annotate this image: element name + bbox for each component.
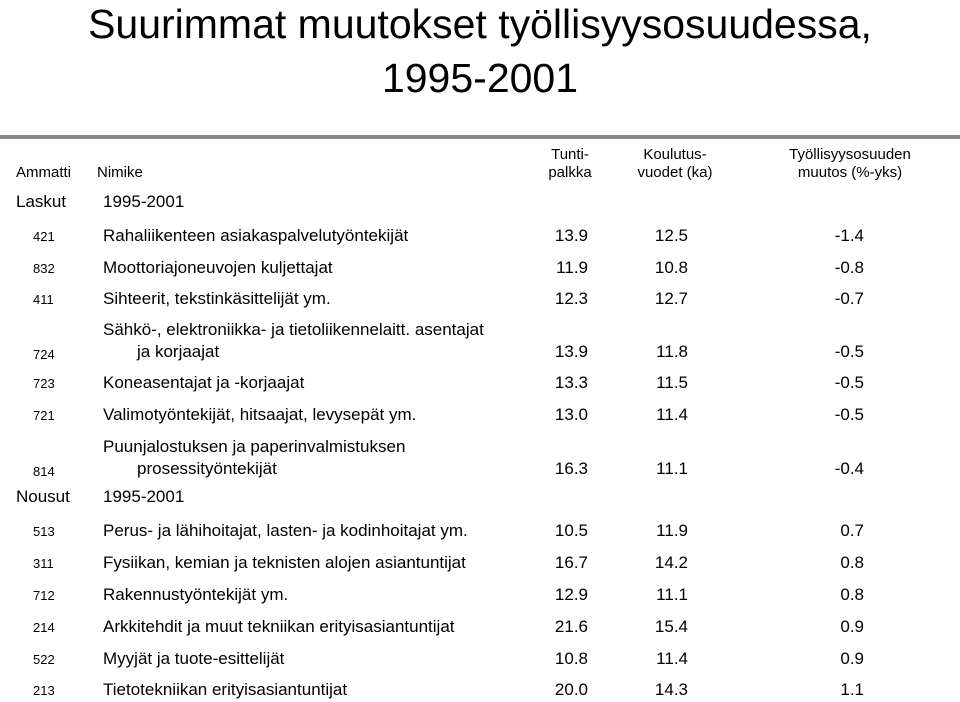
row-wage: 11.9 [556,258,588,277]
row-code: 214 [33,620,55,635]
section-period-increase: 1995-2001 [103,487,185,506]
row-wage: 16.7 [554,553,588,572]
row-name: Tietotekniikan erityisasiantuntijat [103,680,348,699]
row-education: 11.1 [656,459,688,478]
row-change: -0.5 [834,373,864,392]
row-change: 1.1 [840,680,864,699]
row-education: 12.7 [654,289,688,308]
row-education: 10.8 [654,258,688,277]
row-name: Rakennustyöntekijät ym. [103,585,289,604]
row-code: 721 [33,408,55,423]
row-education: 11.1 [656,585,688,604]
column-header-koulutusvuodet [620,146,730,182]
row-change: -0.5 [834,342,864,361]
row-wage: 13.3 [554,373,588,392]
row-code: 724 [33,347,55,362]
row-change: 0.8 [840,553,864,572]
row-code: 213 [33,683,55,698]
row-wage: 12.9 [554,585,588,604]
row-code: 832 [33,261,55,276]
row-education: 14.3 [654,680,688,699]
row-change: 0.9 [840,617,864,636]
column-header-tuntipalkka-line1: Tunti- [551,146,589,163]
row-wage: 12.3 [554,289,588,308]
row-education: 11.4 [656,649,688,668]
row-education: 14.2 [654,553,688,572]
row-change: 0.7 [840,521,864,540]
row-change: 0.9 [840,649,864,668]
section-label-increase: Nousut [16,487,70,506]
row-code: 411 [33,292,54,307]
row-education: 15.4 [654,617,688,636]
header-divider [0,135,960,139]
row-code: 311 [33,556,54,571]
row-education: 12.5 [654,226,688,245]
column-header-nimike: Nimike [97,164,143,181]
row-change: -0.5 [834,405,864,424]
row-education: 11.9 [656,521,688,540]
row-wage: 13.0 [554,405,588,424]
row-change: -0.4 [834,459,864,478]
row-name: Sihteerit, tekstinkäsittelijät ym. [103,289,331,308]
column-header-tyollisyysosuus [775,146,925,182]
row-wage: 10.8 [554,649,588,668]
column-header-ammatti: Ammatti [16,164,72,181]
row-name: Rahaliikenteen asiakaspalvelutyöntekijät [103,226,409,245]
row-change: -0.7 [834,289,864,308]
column-header-koulutusvuodet-line2: vuodet (ka) [637,164,713,181]
row-wage: 21.6 [554,617,588,636]
row-change: -1.4 [834,226,864,245]
row-name: Sähkö-, elektroniikka- ja tietoliikennelaitt. asentajat [103,320,484,339]
page-title-line1: Suurimmat muutokset työllisyysosuudessa, [88,1,872,47]
row-name: Puunjalostuksen ja paperinvalmistuksen [103,437,406,456]
row-wage: 13.9 [554,226,588,245]
row-education: 11.5 [656,373,688,392]
row-change: -0.8 [834,258,864,277]
column-header-tyollisyysosuus-line2: muutos (%-yks) [797,164,903,181]
row-name: Perus- ja lähihoitajat, lasten- ja kodinhoitajat ym. [103,521,468,540]
column-header-tyollisyysosuus-line1: Työllisyysosuuden [789,146,911,163]
row-education: 11.8 [656,342,688,361]
row-name: Koneasentajat ja -korjaajat [103,373,305,392]
row-code: 712 [33,588,55,603]
row-wage: 13.9 [554,342,588,361]
page-title-line2: 1995-2001 [381,55,579,101]
section-label-decrease: Laskut [16,192,67,211]
row-name-continued: prosessityöntekijät [137,459,277,478]
row-code: 513 [33,524,55,539]
row-code: 723 [33,376,55,391]
section-period-decrease: 1995-2001 [103,192,185,211]
row-code: 421 [33,229,55,244]
row-code: 814 [33,464,55,479]
row-name: Valimotyöntekijät, hitsaajat, levysepät ym. [103,405,417,424]
row-name: Fysiikan, kemian ja teknisten alojen asiantuntijat [103,553,466,572]
row-education: 11.4 [656,405,688,424]
row-wage: 16.3 [554,459,588,478]
column-header-koulutusvuodet-line1: Koulutus- [643,146,707,163]
row-wage: 10.5 [554,521,588,540]
column-header-tuntipalkka [530,146,610,182]
row-name: Arkkitehdit ja muut tekniikan erityisasiantuntijat [103,617,455,636]
row-name: Moottoriajoneuvojen kuljettajat [103,258,333,277]
row-name-continued: ja korjaajat [137,342,220,361]
row-name: Myyjät ja tuote-esittelijät [103,649,285,668]
row-code: 522 [33,652,55,667]
column-header-tuntipalkka-line2: palkka [548,164,592,181]
row-wage: 20.0 [554,680,588,699]
row-change: 0.8 [840,585,864,604]
